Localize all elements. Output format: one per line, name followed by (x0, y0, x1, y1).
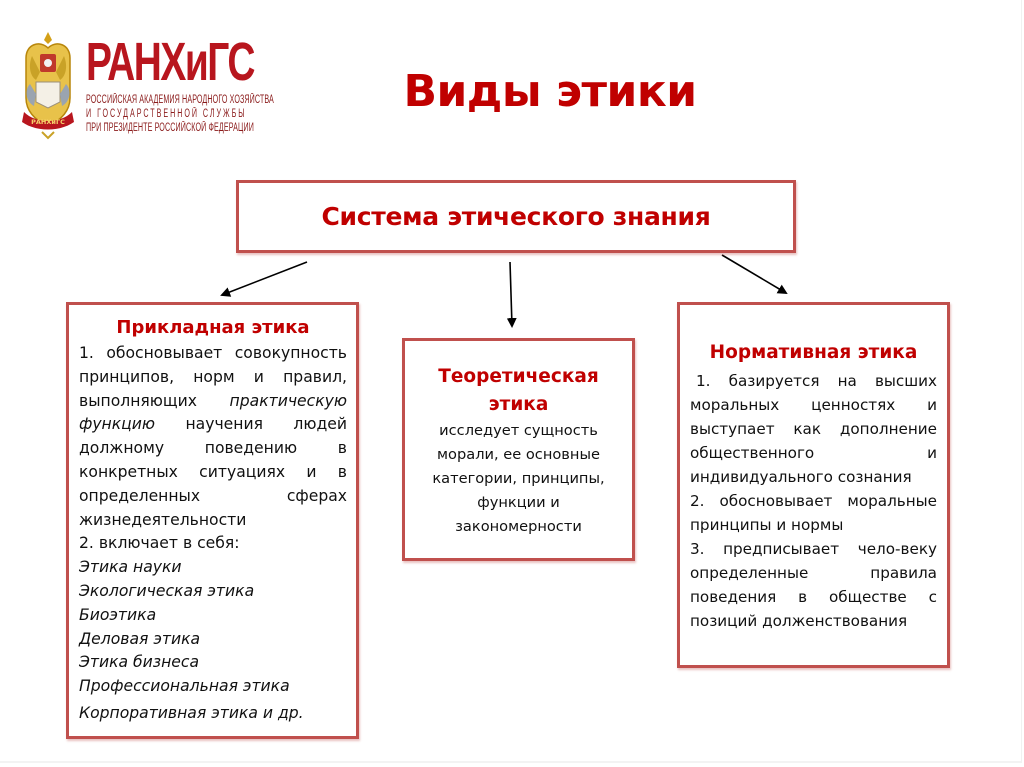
applied-ethics-list-item: Экологическая этика (79, 581, 255, 600)
normative-ethics-point-3: 3. предписывает чело-веку определенные правила поведения в обществе с позиций долженствования (690, 540, 937, 630)
theoretical-ethics-text-line: морали, ее основные (437, 446, 600, 463)
logo-subtitle-line-3: ПРИ ПРЕЗИДЕНТЕ РОССИЙСКОЙ ФЕДЕРАЦИИ (86, 122, 254, 134)
normative-ethics-point-2: 2. обосновывает моральные принципы и нормы (690, 492, 937, 534)
logo-subtitle-line-2: И ГОСУДАРСТВЕННОЙ СЛУЖБЫ (86, 108, 247, 120)
applied-ethics-list-item: Этика бизнеса (79, 653, 199, 672)
theoretical-ethics-title-line-2: этика (488, 394, 549, 415)
theoretical-ethics-text-line: закономерности (455, 518, 582, 535)
normative-ethics-point-1: 1. базируется на высших моральных ценностях и выступает как дополнение общественного и индивидуального сознания (690, 372, 937, 486)
normative-ethics-title: Нормативная этика (709, 342, 918, 363)
emphasis-function: функцию (79, 415, 156, 434)
emphasis-practical: практическую (229, 391, 347, 410)
root-node-box (236, 180, 796, 253)
applied-ethics-list-item: Профессиональная этика (79, 677, 290, 696)
root-node-label: Система этического знания (321, 202, 711, 231)
theoretical-ethics-title-line-1: Теоретическая (438, 366, 599, 387)
theoretical-ethics-text-line: категории, принципы, (432, 470, 605, 487)
theoretical-ethics-text-line: исследует сущность (439, 422, 598, 439)
applied-ethics-list-item: Этика науки (79, 558, 182, 577)
applied-ethics-list-item: Корпоративная этика и др. (79, 703, 304, 722)
applied-ethics-point-1: 1. обосновывает совокупность принципов, норм и правил, выполняющих практическую функцию научения людей должному поведению в конкретных ситуациях и в определенных сферах жизнедеятельности (79, 344, 347, 529)
applied-ethics-list-item: Биоэтика (79, 605, 157, 624)
page-title: Виды этики (403, 66, 697, 117)
emblem-ribbon-text: РАНХиГС (31, 118, 65, 126)
logo-subtitle-line-1: РОССИЙСКАЯ АКАДЕМИЯ НАРОДНОГО ХОЗЯЙСТВА (86, 94, 274, 106)
normative-ethics-box (677, 302, 950, 668)
applied-ethics-title: Прикладная этика (116, 317, 310, 338)
theoretical-ethics-text-line: функции и (477, 494, 560, 511)
applied-ethics-point-2-intro: 2. включает в себя: (79, 534, 240, 553)
applied-ethics-list-item: Деловая этика (79, 629, 201, 648)
applied-ethics-box (66, 302, 359, 739)
theoretical-ethics-box (402, 338, 635, 561)
logo-name: РАНХиГС (86, 32, 255, 92)
